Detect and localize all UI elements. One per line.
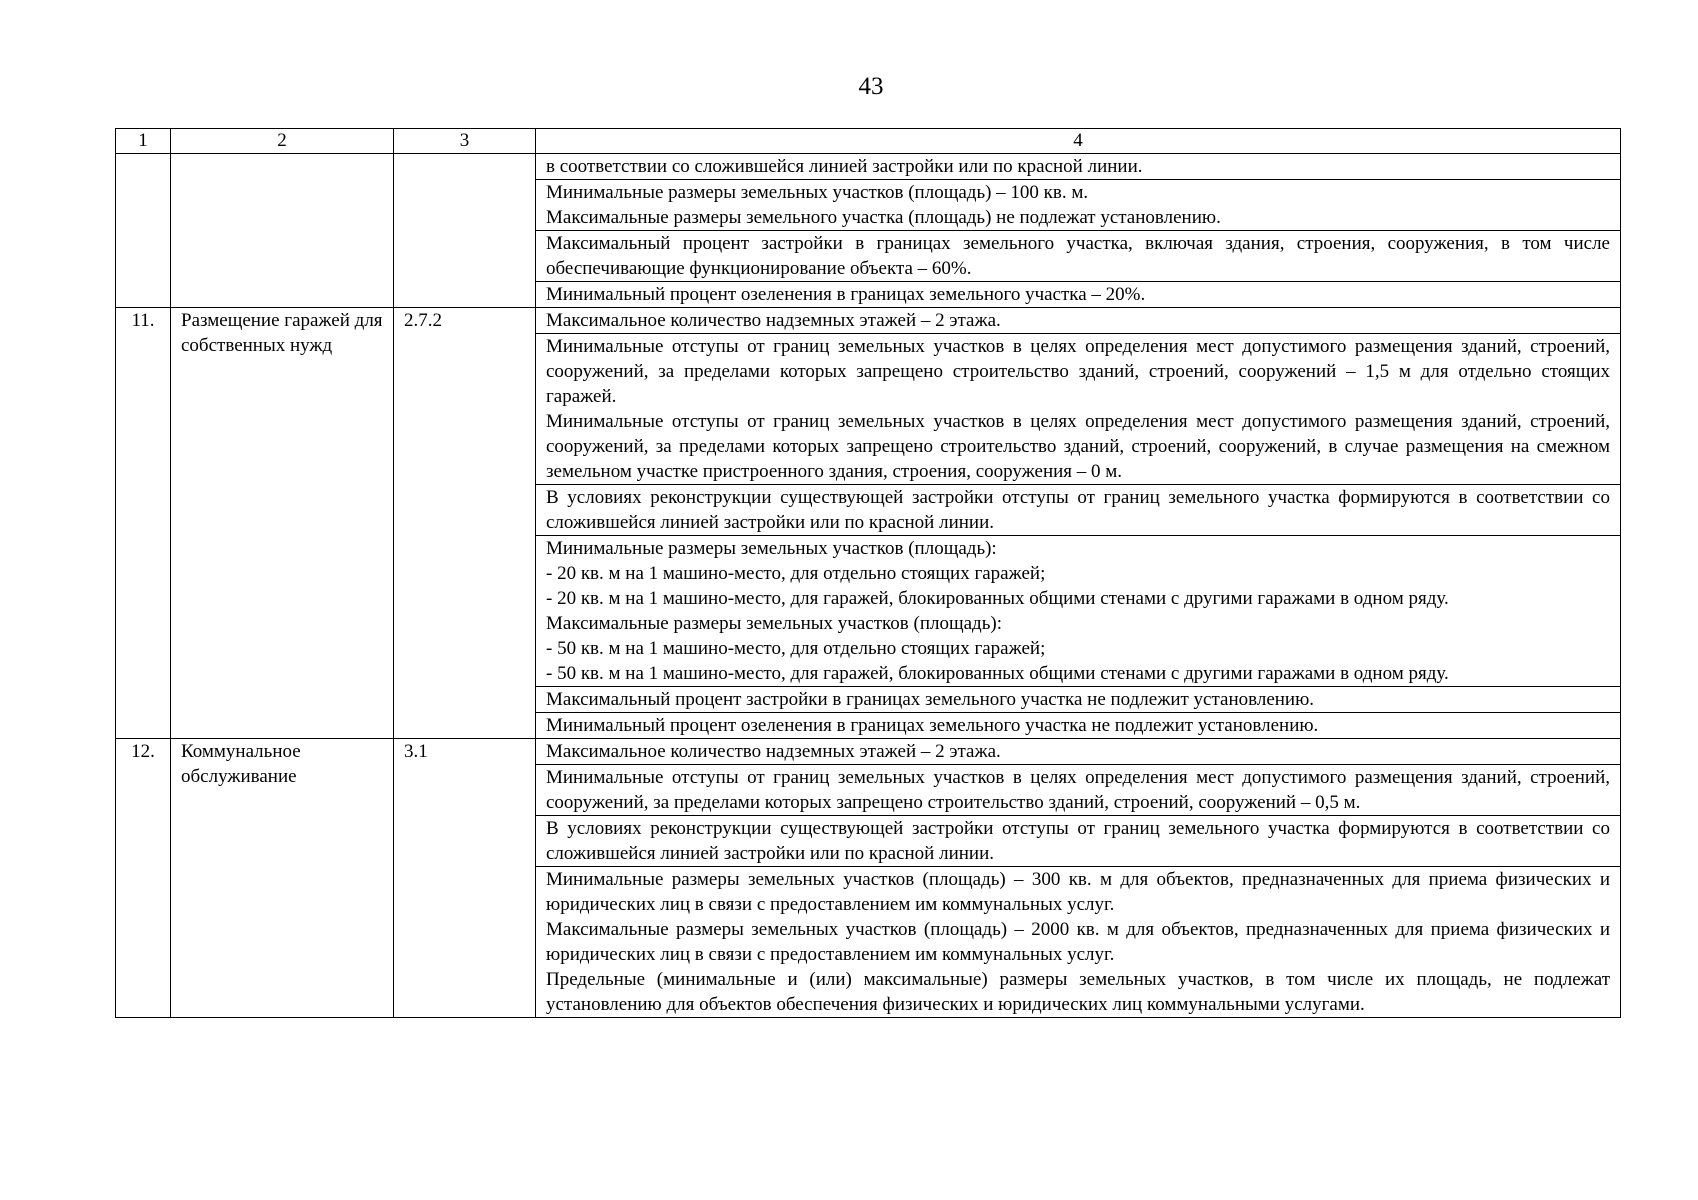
requirement-paragraph: - 20 кв. м на 1 машино-место, для отдельно стоящих гаражей;	[546, 563, 1046, 584]
row-number: 11.	[116, 308, 171, 739]
requirement-paragraph: Максимальные размеры земельных участков (площадь):	[546, 613, 1002, 634]
empty-cell	[171, 154, 394, 308]
requirement-paragraph: - 50 кв. м на 1 машино-место, для отдельно стоящих гаражей;	[546, 638, 1046, 659]
requirement-paragraph: Минимальные размеры земельных участков (площадь):	[546, 538, 997, 559]
requirement-cell	[536, 687, 1621, 713]
requirement-paragraph: Минимальные отступы от границ земельных участков в целях определения мест допустимого размещения зданий, строений, сооружений, за пределами которых запрещено строительство зданий, строений, сооружений, в случае размещения на смежном земельном участке пристроенного здания, строения, сооружения – 0 м.	[546, 411, 1610, 482]
header-col-2: 2	[171, 129, 394, 154]
use-type-code: 3.1	[394, 739, 536, 1018]
header-col-3: 3	[394, 129, 536, 154]
requirement-cell	[536, 231, 1621, 282]
use-type-code: 2.7.2	[394, 308, 536, 739]
requirement-paragraph: Максимальный процент застройки в границах земельного участка, включая здания, строения, сооружения, в том числе обеспечивающие функционирование объекта – 60%.	[546, 233, 1610, 279]
regulations-table	[115, 128, 1621, 1018]
requirement-cell	[536, 180, 1621, 231]
requirement-paragraph: Минимальные отступы от границ земельных участков в целях определения мест допустимого размещения зданий, строений, сооружений, за пределами которых запрещено строительство зданий, строений, сооружений – 0,5 м.	[546, 767, 1610, 813]
requirement-paragraph: Минимальный процент озеленения в границах земельного участка – 20%.	[546, 284, 1146, 305]
requirement-paragraph: Максимальное количество надземных этажей – 2 этажа.	[546, 741, 1001, 762]
table-header-row	[116, 129, 1621, 154]
header-col-4: 4	[536, 129, 1621, 154]
requirement-paragraph: Предельные (минимальные и (или) максимальные) размеры земельных участков, в том числе их площадь, не подлежат установлению для объектов обеспечения физических и юридических лиц коммунальными услугами.	[546, 969, 1610, 1015]
requirement-paragraph: Максимальное количество надземных этажей – 2 этажа.	[546, 310, 1001, 331]
header-col-1: 1	[116, 129, 171, 154]
requirement-cell	[536, 485, 1621, 536]
row-number: 12.	[116, 739, 171, 1018]
empty-cell	[394, 154, 536, 308]
requirement-paragraph: Максимальные размеры земельного участка (площадь) не подлежат установлению.	[546, 207, 1221, 228]
requirement-cell	[536, 739, 1621, 765]
page-number: 43	[858, 73, 884, 100]
requirement-cell	[536, 154, 1621, 180]
requirement-cell	[536, 765, 1621, 816]
requirement-paragraph: - 50 кв. м на 1 машино-место, для гаражей, блокированных общими стенами с другими гаражами в одном ряду.	[546, 663, 1449, 684]
requirement-paragraph: в соответствии со сложившейся линией застройки или по красной линии.	[546, 156, 1143, 177]
table-row	[116, 308, 1621, 334]
requirement-paragraph: Максимальный процент застройки в границах земельного участка не подлежит установлению.	[546, 689, 1315, 710]
requirement-cell	[536, 816, 1621, 867]
requirement-paragraph: В условиях реконструкции существующей застройки отступы от границ земельного участка формируются в соответствии со сложившейся линией застройки или по красной линии.	[546, 818, 1610, 864]
requirement-cell	[536, 867, 1621, 1018]
requirement-paragraph: В условиях реконструкции существующей застройки отступы от границ земельного участка формируются в соответствии со сложившейся линией застройки или по красной линии.	[546, 487, 1610, 533]
requirement-cell	[536, 536, 1621, 687]
requirement-paragraph: Минимальные отступы от границ земельных участков в целях определения мест допустимого размещения зданий, строений, сооружений, за пределами которых запрещено строительство зданий, строений, сооружений – 1,5 м для отдельно стоящих гаражей.	[546, 336, 1610, 407]
requirement-paragraph: Минимальные размеры земельных участков (площадь) – 100 кв. м.	[546, 182, 1089, 203]
table-row	[116, 739, 1621, 765]
use-type-name: Размещение гаражей для собственных нужд	[171, 308, 394, 739]
table-row	[116, 154, 1621, 180]
requirement-cell	[536, 282, 1621, 308]
requirement-paragraph: Минимальный процент озеленения в границах земельного участка не подлежит установлению.	[546, 715, 1319, 736]
requirement-cell	[536, 308, 1621, 334]
requirement-cell	[536, 713, 1621, 739]
empty-cell	[116, 154, 171, 308]
requirement-cell	[536, 334, 1621, 485]
requirement-paragraph: Минимальные размеры земельных участков (площадь) – 300 кв. м для объектов, предназначенных для приема физических и юридических лиц в связи с предоставлением им коммунальных услуг.	[546, 869, 1610, 915]
requirement-paragraph: - 20 кв. м на 1 машино-место, для гаражей, блокированных общими стенами с другими гаражами в одном ряду.	[546, 588, 1449, 609]
requirement-paragraph: Максимальные размеры земельных участков (площадь) – 2000 кв. м для объектов, предназначенных для приема физических и юридических лиц в связи с предоставлением им коммунальных услуг.	[546, 919, 1610, 965]
use-type-name: Коммунальное обслуживание	[171, 739, 394, 1018]
